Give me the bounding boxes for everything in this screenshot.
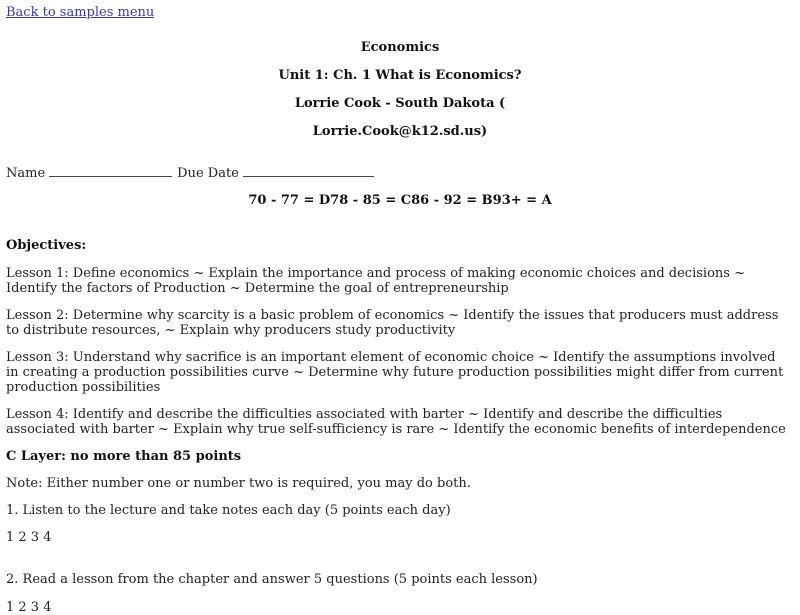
assignment-item: 1. Listen to the lecture and take notes each day (5 points each day) <box>6 503 451 518</box>
author-email: Lorrie.Cook@k12.sd.us) <box>312 124 488 139</box>
grading-scale: 70 - 77 = D78 - 85 = C86 - 92 = B93+ = A <box>248 193 552 208</box>
document-title: Economics <box>360 40 440 55</box>
objectives-heading: Objectives: <box>6 238 87 253</box>
c-layer-note: Note: Either number one or number two is required, you may do both. <box>6 476 471 491</box>
name-blank-line <box>49 166 172 177</box>
name-due-date-row <box>6 166 794 181</box>
assignment-item: 2. Read a lesson from the chapter and answer 5 questions (5 points each lesson) <box>6 572 538 587</box>
assignment-checkoff-numbers: 1 2 3 4 <box>6 530 52 545</box>
back-to-samples-link[interactable]: Back to samples menu <box>6 5 155 20</box>
lesson-objective: Lesson 2: Determine why scarcity is a basic problem of economics ~ Identify the issues that producers must address to distribute resources, ~ Explain why producers study productivity <box>6 308 779 338</box>
lesson-objective: Lesson 3: Understand why sacrifice is an important element of economic choice ~ Identify the assumptions involved in creating a production possibilities curve ~ Determine why future production possibilities might differ from current production possibilities <box>6 350 784 395</box>
lesson-objective: Lesson 1: Define economics ~ Explain the importance and process of making economic choices and decisions ~ Identify the factors of Production ~ Determine the goal of entrepreneurship <box>6 266 745 296</box>
lesson-objective: Lesson 4: Identify and describe the difficulties associated with barter ~ Identify and describe the difficulties associated with barter ~ Explain why true self-sufficiency is rare ~ Identify the economic benefits of interdependence <box>6 407 786 437</box>
c-layer-heading: C Layer: no more than 85 points <box>6 449 242 464</box>
due-date-label: Due Date <box>177 166 239 181</box>
unit-heading: Unit 1: Ch. 1 What is Economics? <box>278 68 522 83</box>
assignment-checkoff-numbers: 1 2 3 4 <box>6 600 52 615</box>
name-label: Name <box>6 166 46 181</box>
author-heading: Lorrie Cook - South Dakota ( <box>294 96 506 111</box>
due-date-blank-line <box>243 166 374 177</box>
